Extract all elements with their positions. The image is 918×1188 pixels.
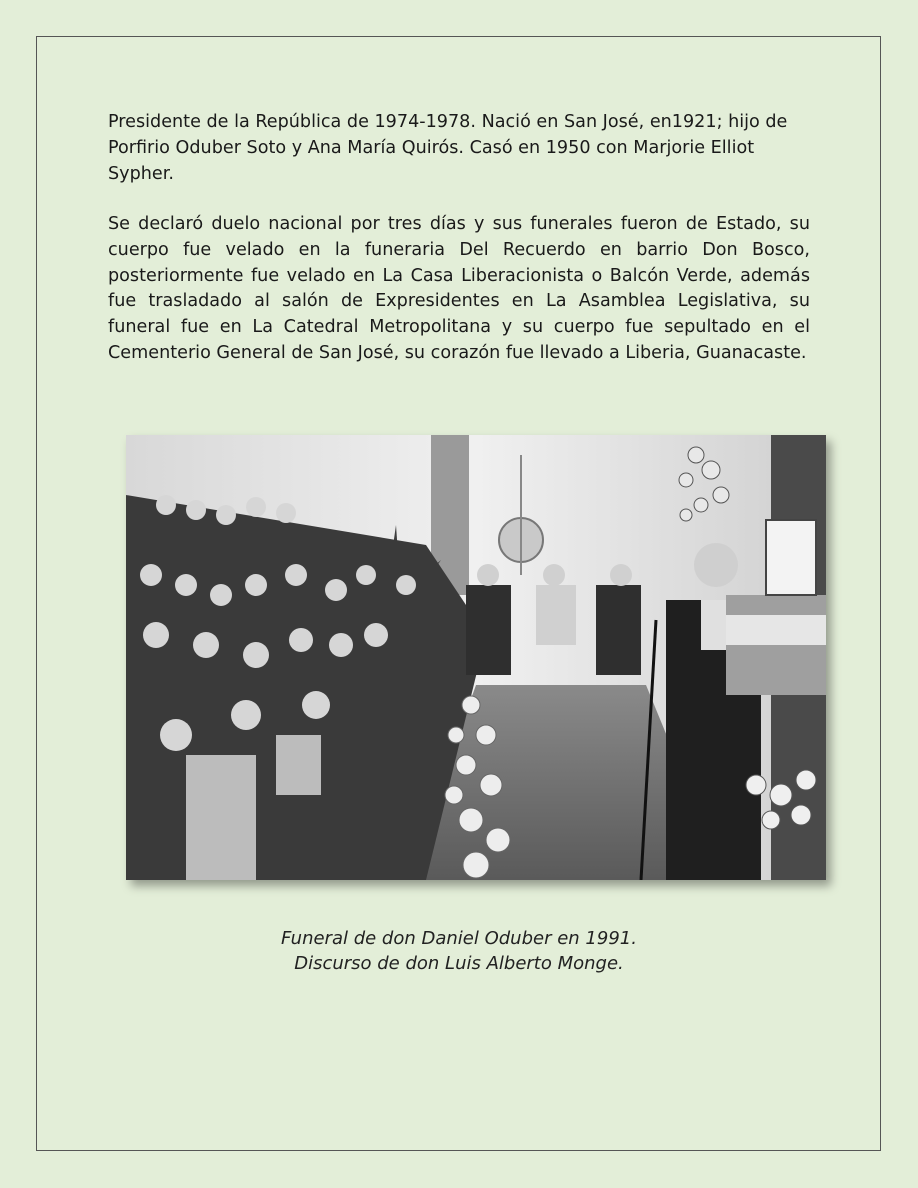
caption-line-2: Discurso de don Luis Alberto Monge. [294,953,624,974]
funeral-photo [126,435,826,880]
photo-caption [108,926,810,976]
funeral-paragraph: Se declaró duelo nacional por tres días y sus funerales fueron de Estado, su cuerpo fue velado en la funeraria Del Recuerdo en barrio Don Bosco, posteriormente fue velado en La Casa Liberacionista o Balcón Verde, además fue trasladado al salón de Expresidentes en La Asamblea Legislativa, su funeral fue en La Catedral Metropolitana y su cuerpo fue sepultado en el Cementerio General de San José, su corazón fue llevado a Liberia, Guanacaste. [108,214,810,363]
biography-paragraph: Presidente de la República de 1974-1978. Nació en San José, en1921; hijo de Porfirio Oduber Soto y Ana María Quirós. Casó en 1950 con Marjorie Elliot Sypher. [108,112,788,184]
caption-line-1: Funeral de don Daniel Oduber en 1991. [281,928,637,949]
